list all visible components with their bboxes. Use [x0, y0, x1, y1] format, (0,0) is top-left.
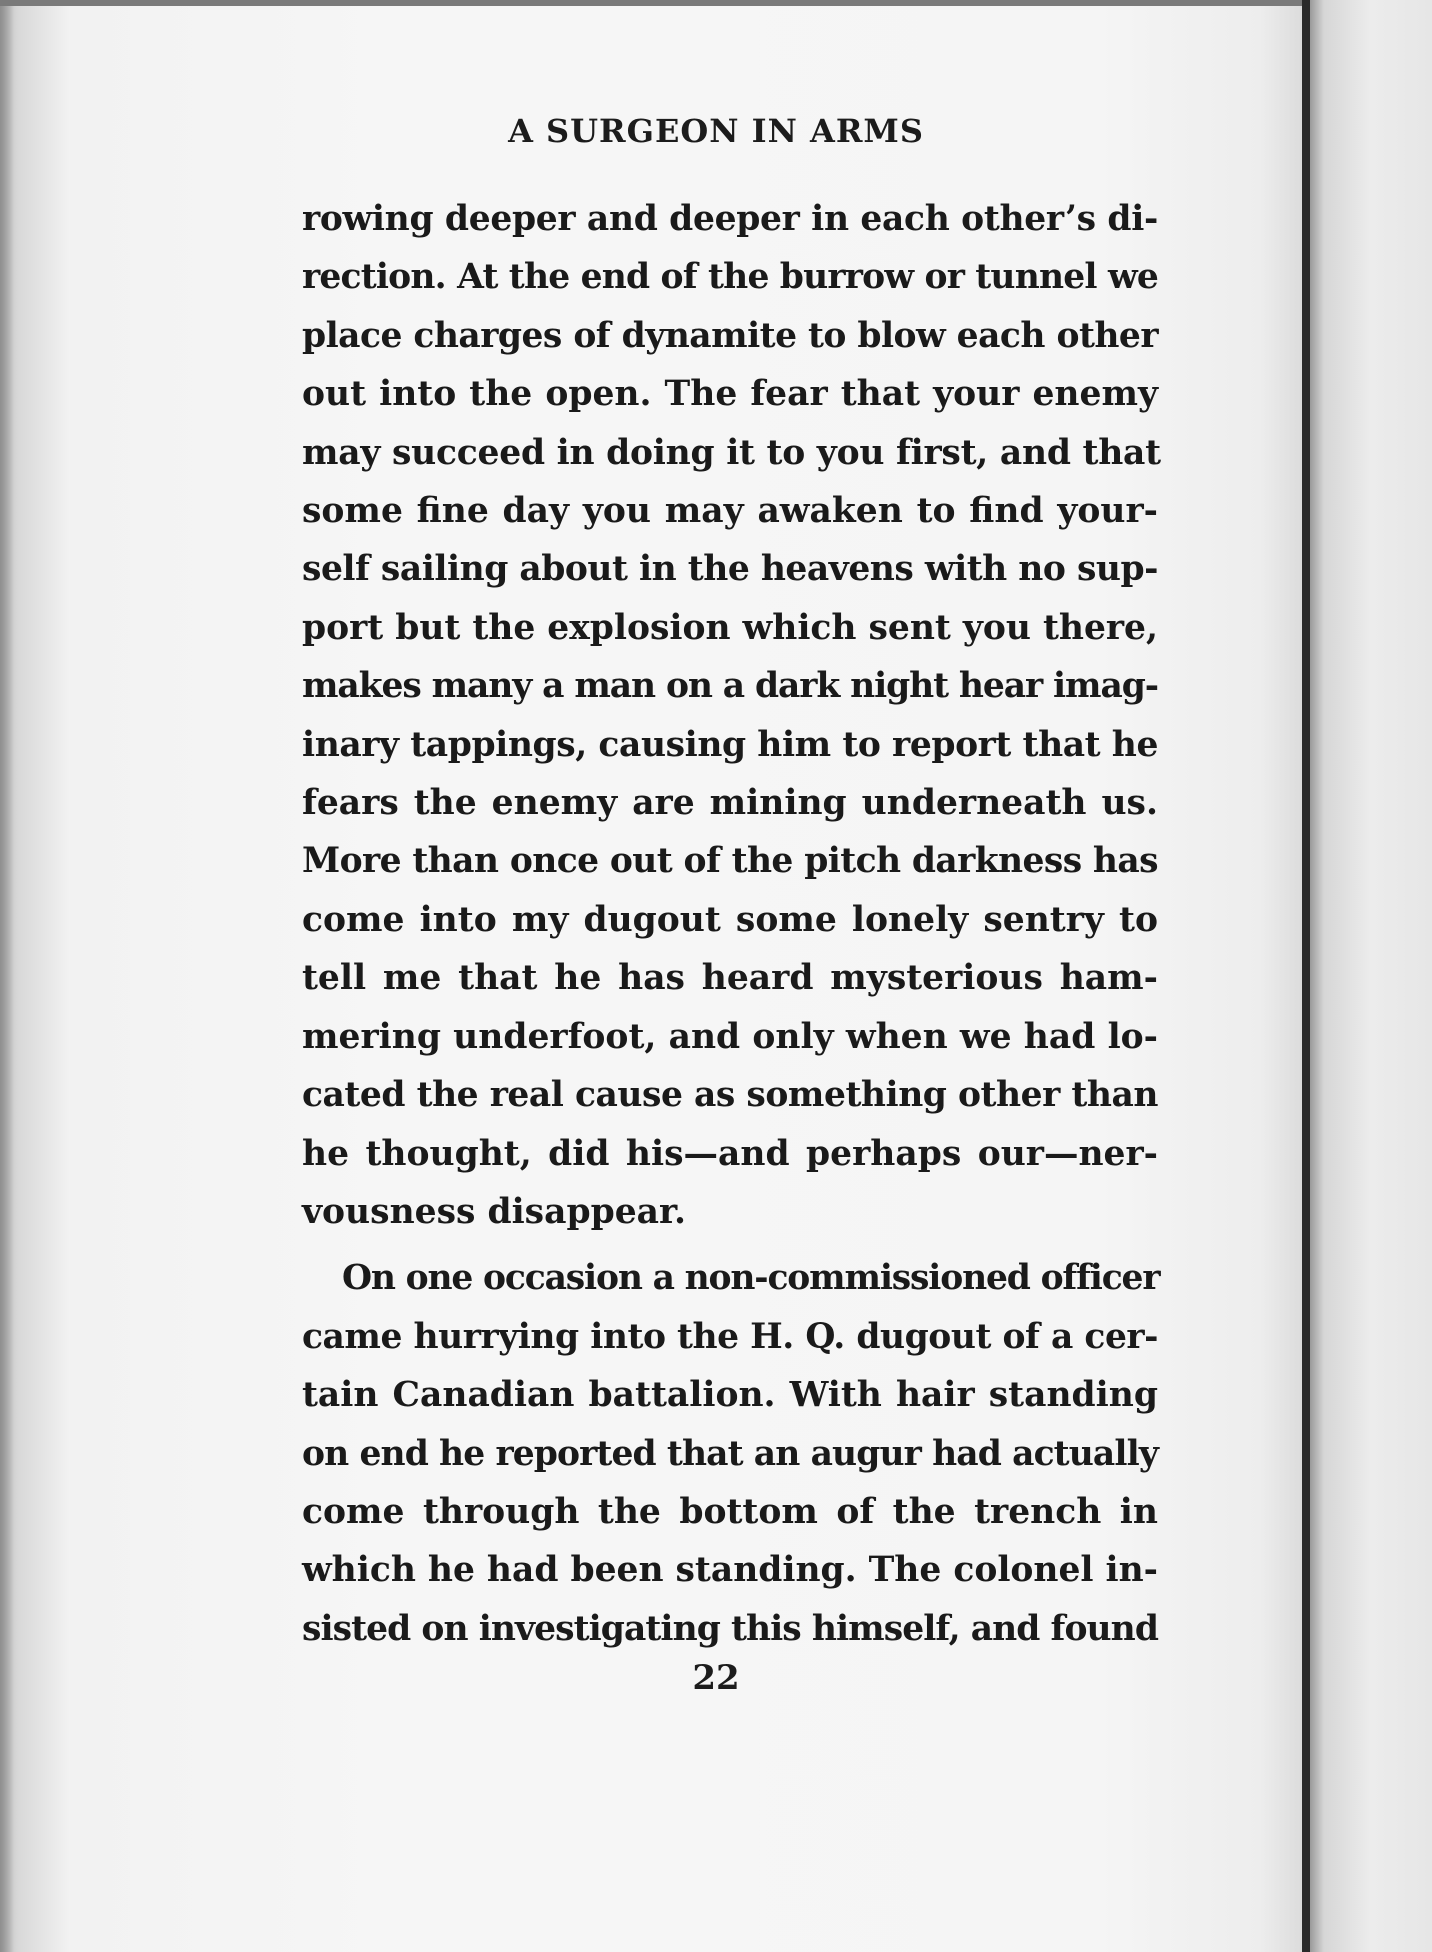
text-line: cated the real cause as something other than [302, 1075, 1158, 1116]
text-line: some fine day you may awaken to find your- [302, 491, 1158, 532]
text-line: rowing deeper and deeper in each other’s di- [302, 199, 1158, 239]
text-line: fears the enemy are mining underneath us. [302, 783, 1158, 824]
text-line: come through the bottom of the trench in [302, 1491, 1158, 1532]
text-line: came hurrying into the H. Q. dugout of a cer- [302, 1316, 1158, 1357]
text-line: may succeed in doing it to you first, and that [302, 432, 1161, 473]
text-line: on end he reported that an augur had actually [302, 1433, 1158, 1474]
text-line: out into the open. The fear that your enemy [302, 374, 1158, 415]
text-line: self sailing about in the heavens with no sup- [302, 549, 1158, 590]
paragraph-gap [302, 1241, 1158, 1249]
text-line: mering underfoot, and only when we had lo- [302, 1016, 1158, 1057]
page-number: 22 [692, 1658, 740, 1698]
body-text [302, 190, 1161, 1658]
text-line: tell me that he has heard mysterious ham- [302, 958, 1158, 999]
text-line: port but the explosion which sent you there, [302, 607, 1158, 648]
text-line: makes many a man on a dark night hear imag- [302, 666, 1158, 707]
text-line: More than once out of the pitch darkness has [302, 841, 1158, 882]
text-line: sisted on investigating this himself, and found [302, 1608, 1159, 1649]
text-line: vousness disappear. [302, 1191, 687, 1232]
running-head: A SURGEON IN ARMS [508, 112, 924, 150]
text-line: come into my dugout some lonely sentry to [302, 899, 1158, 940]
text-line: On one occasion a non-commissioned officer [342, 1258, 1160, 1299]
text-line: he thought, did his—and perhaps our—ner- [302, 1133, 1158, 1174]
text-line: inary tappings, causing him to report that he [302, 724, 1158, 765]
text-line: tain Canadian battalion. With hair standing [302, 1375, 1158, 1416]
text-line: which he had been standing. The colonel in- [302, 1550, 1158, 1591]
text-line: rection. At the end of the burrow or tunnel we [302, 257, 1158, 298]
text-line: place charges of dynamite to blow each other [302, 315, 1158, 356]
